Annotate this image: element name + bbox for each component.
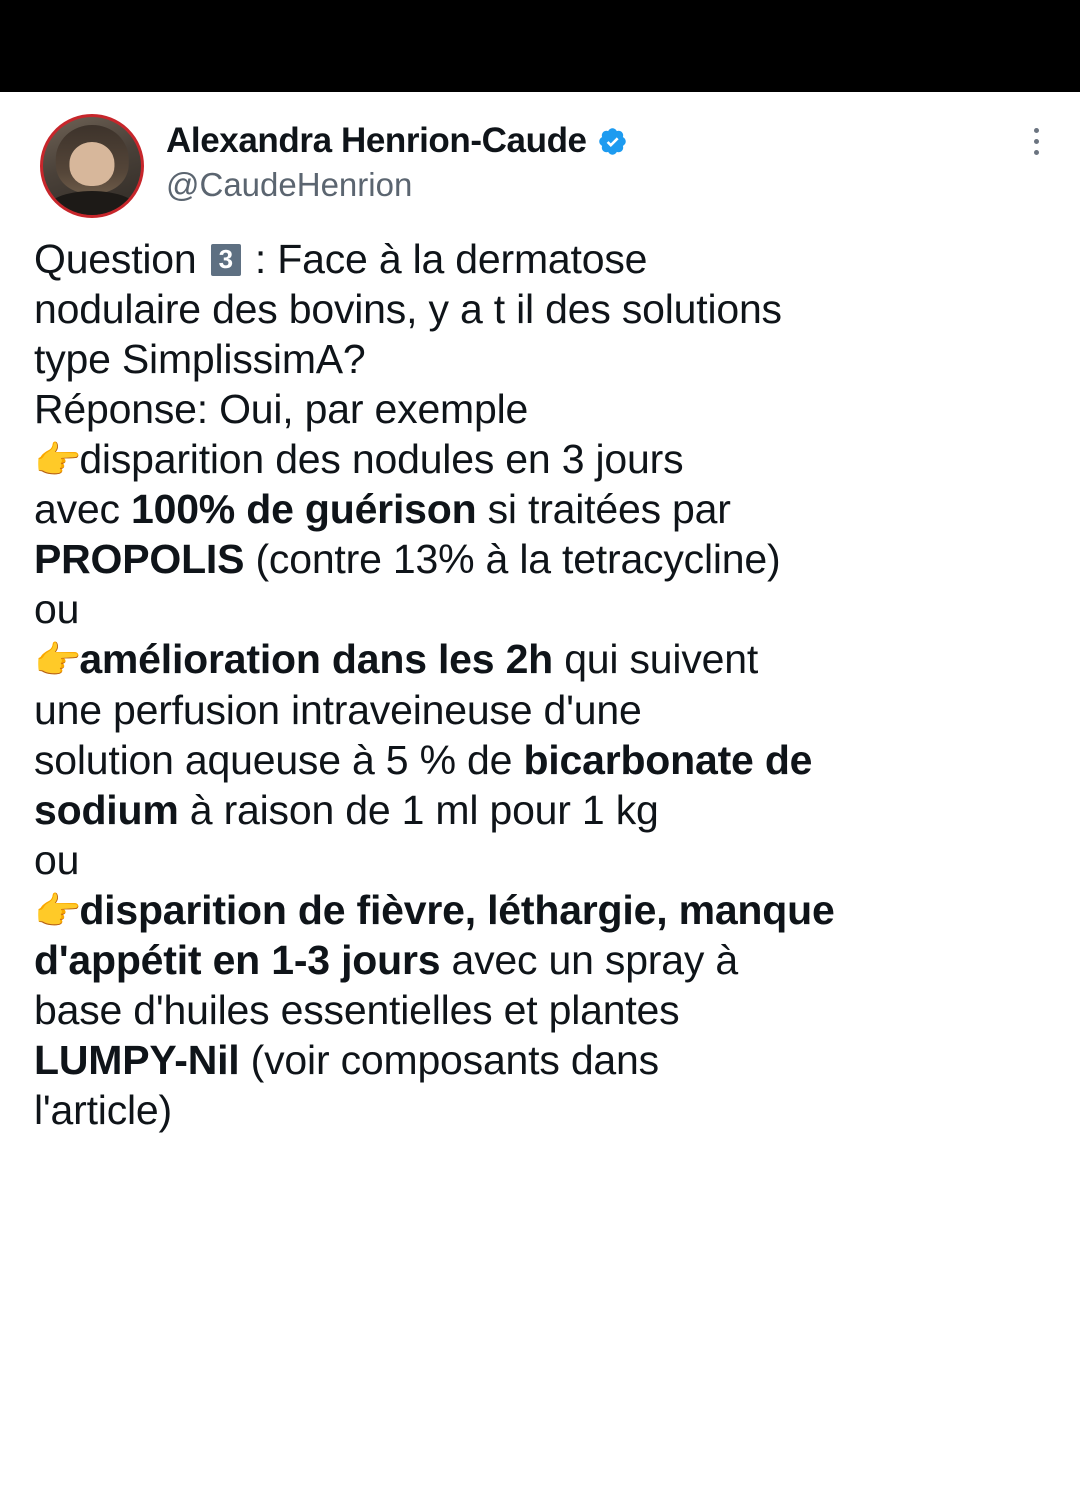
pointing-hand-icon: 👉 (34, 440, 80, 483)
tweet-text-segment: LUMPY-Nil (34, 1037, 240, 1084)
tweet-text-segment: Réponse: Oui, par exemple (34, 386, 529, 433)
tweet-text-line (34, 484, 1054, 534)
tweet-text-segment: qui suivent (553, 636, 759, 683)
avatar-face (69, 142, 114, 185)
tweet-text-segment: solution aqueuse à 5 % de (34, 736, 524, 783)
tweet-text-line (34, 885, 1054, 935)
tweet-text-segment: si traitées par (476, 486, 731, 533)
tweet-text-segment: disparition de fièvre, léthargie, manque (79, 886, 835, 933)
tweet-header (0, 92, 1080, 218)
tweet-text-segment: (voir composants dans (239, 1037, 659, 1084)
tweet-text-segment: avec un spray à (440, 937, 738, 984)
tweet-text-segment: sodium (34, 786, 179, 833)
tweet-text-line (34, 384, 1054, 434)
tweet-text-segment: ou (34, 586, 80, 633)
display-name-row (166, 122, 628, 161)
tweet-text-line (34, 735, 1054, 785)
tweet-text-line (34, 284, 1054, 334)
tweet-text-segment: base d'huiles essentielles et plantes (34, 987, 680, 1034)
tweet-text-line (34, 985, 1054, 1035)
tweet-text-line (34, 685, 1054, 735)
tweet-text-line (34, 935, 1054, 985)
tweet-text-line (34, 785, 1054, 835)
tweet-text-segment: avec (34, 486, 131, 533)
more-options-icon[interactable] (1032, 128, 1040, 155)
pointing-hand-icon: 👉 (34, 890, 80, 933)
tweet-text-segment: disparition des nodules en 3 jours (79, 436, 684, 483)
tweet-text-line (34, 1085, 1054, 1135)
tweet-text-segment: type SimplissimA? (34, 336, 366, 383)
tweet-text-segment: à raison de 1 ml pour 1 kg (178, 786, 659, 833)
avatar[interactable] (40, 114, 144, 218)
avatar-shoulders (45, 191, 139, 218)
tweet-text-line (34, 534, 1054, 584)
tweet-text-line (34, 584, 1054, 634)
pointing-hand-icon: 👉 (34, 640, 80, 683)
tweet-text-line (34, 1035, 1054, 1085)
verified-badge-icon (597, 126, 628, 157)
tweet-card (0, 92, 1080, 1499)
tweet-text-line (34, 835, 1054, 885)
tweet-text (0, 218, 1080, 1135)
author-handle[interactable]: @CaudeHenrion (166, 165, 413, 203)
tweet-text-segment: une perfusion intraveineuse d'une (34, 686, 642, 733)
tweet-text-segment: 100% de guérison (131, 486, 477, 533)
tweet-text-segment: (contre 13% à la tetracycline) (244, 536, 781, 583)
tweet-text-line (34, 234, 1054, 284)
top-letterbox-bar (0, 0, 1080, 92)
tweet-text-segment: l'article) (34, 1087, 172, 1134)
tweet-text-segment: ou (34, 836, 80, 883)
tweet-text-segment: bicarbonate de (523, 736, 813, 783)
tweet-text-segment: amélioration dans les 2h (79, 636, 554, 683)
tweet-text-segment: : Face à la dermatose (243, 236, 648, 282)
question-number-badge: 3 (211, 244, 241, 276)
tweet-text-line (34, 334, 1054, 384)
tweet-text-line (34, 434, 1054, 484)
tweet-text-segment: PROPOLIS (34, 536, 245, 583)
author-display-name[interactable]: Alexandra Henrion-Caude (166, 121, 587, 160)
tweet-text-segment: d'appétit en 1-3 jours (34, 937, 441, 984)
author-name-block (166, 114, 628, 203)
tweet-text-segment: nodulaire des bovins, y a t il des solutions (34, 286, 782, 333)
tweet-text-line (34, 634, 1054, 684)
tweet-text-segment: Question (34, 236, 208, 282)
